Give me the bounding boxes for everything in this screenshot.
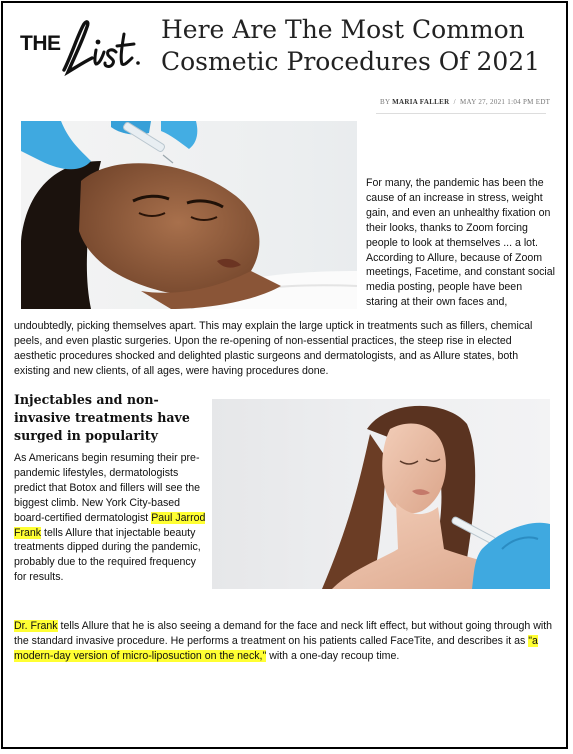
paragraph-1-wrap: For many, the pandemic has been the cause of an increase in stress, weight gain, and even an unhealthy fixation on their looks, thanks to Zoom forcing people to look at themselves ... a lot. According to Allure, because of Zoom meetings, Facetime, and constant social media posting, people have been staring at their own faces and, bbox=[366, 177, 556, 309]
the-list-logo[interactable] bbox=[20, 18, 150, 80]
paragraph-2-text-before: As Americans begin resuming their pre-pandemic lifestyles, dermatologists predict that Botox and fillers will see the biggest climb. New York City-based board-certified dermatologist bbox=[14, 452, 201, 524]
byline-date: MAY 27, 2021 1:04 PM EDT bbox=[459, 98, 551, 106]
logo-prefix: THE bbox=[20, 32, 61, 55]
article-headline: Here Are The Most Common Cosmetic Procedures Of 2021 bbox=[161, 15, 541, 76]
byline bbox=[380, 98, 550, 106]
byline-by: BY bbox=[380, 98, 391, 106]
byline-divider bbox=[376, 113, 546, 114]
highlighted-name-dr-frank: Dr. Frank bbox=[14, 620, 58, 632]
highlighted-name-paul-jarrod-frank: Paul Jarrod Frank bbox=[14, 511, 206, 539]
neck-injection-illustration bbox=[212, 399, 550, 589]
list-script-wordmark bbox=[54, 18, 154, 80]
paragraph-2-text-after: tells Allure that injectable beauty treatments dipped during the pandemic, probably due to the required frequency for results. bbox=[14, 526, 201, 584]
forehead-injection-illustration bbox=[21, 121, 357, 309]
article-image-neck-injection bbox=[212, 399, 550, 589]
article-image-forehead-injection bbox=[21, 121, 357, 309]
paragraph-2 bbox=[14, 451, 206, 585]
paragraph-3-text-end: with a one-day recoup time. bbox=[266, 649, 400, 662]
paragraph-3-text-middle: tells Allure that he is also seeing a demand for the face and neck lift effect, but without going through with the standard invasive procedure. He performs a treatment on his patients called FaceTite, and describes it as bbox=[14, 620, 553, 647]
paragraph-1-continued: undoubtedly, picking themselves apart. This may explain the large uptick in treatments such as fillers, chemical peels, and even plastic surgeries. Upon the re-opening of non-essential practices, the steep rise in elected aesthetic procedures shocked and delighted plastic surgeons and dermatologists, and as Allure states, both existing and new clients, of all ages, were having procedures done. bbox=[14, 320, 533, 377]
byline-separator: / bbox=[453, 98, 456, 106]
byline-author[interactable]: MARIA FALLER bbox=[392, 98, 450, 106]
section-subheading: Injectables and non-invasive treatments have surged in popularity bbox=[14, 392, 190, 443]
highlighted-quote: "a modern-day version of micro-liposuction on the neck," bbox=[14, 634, 538, 662]
paragraph-3 bbox=[14, 619, 554, 664]
